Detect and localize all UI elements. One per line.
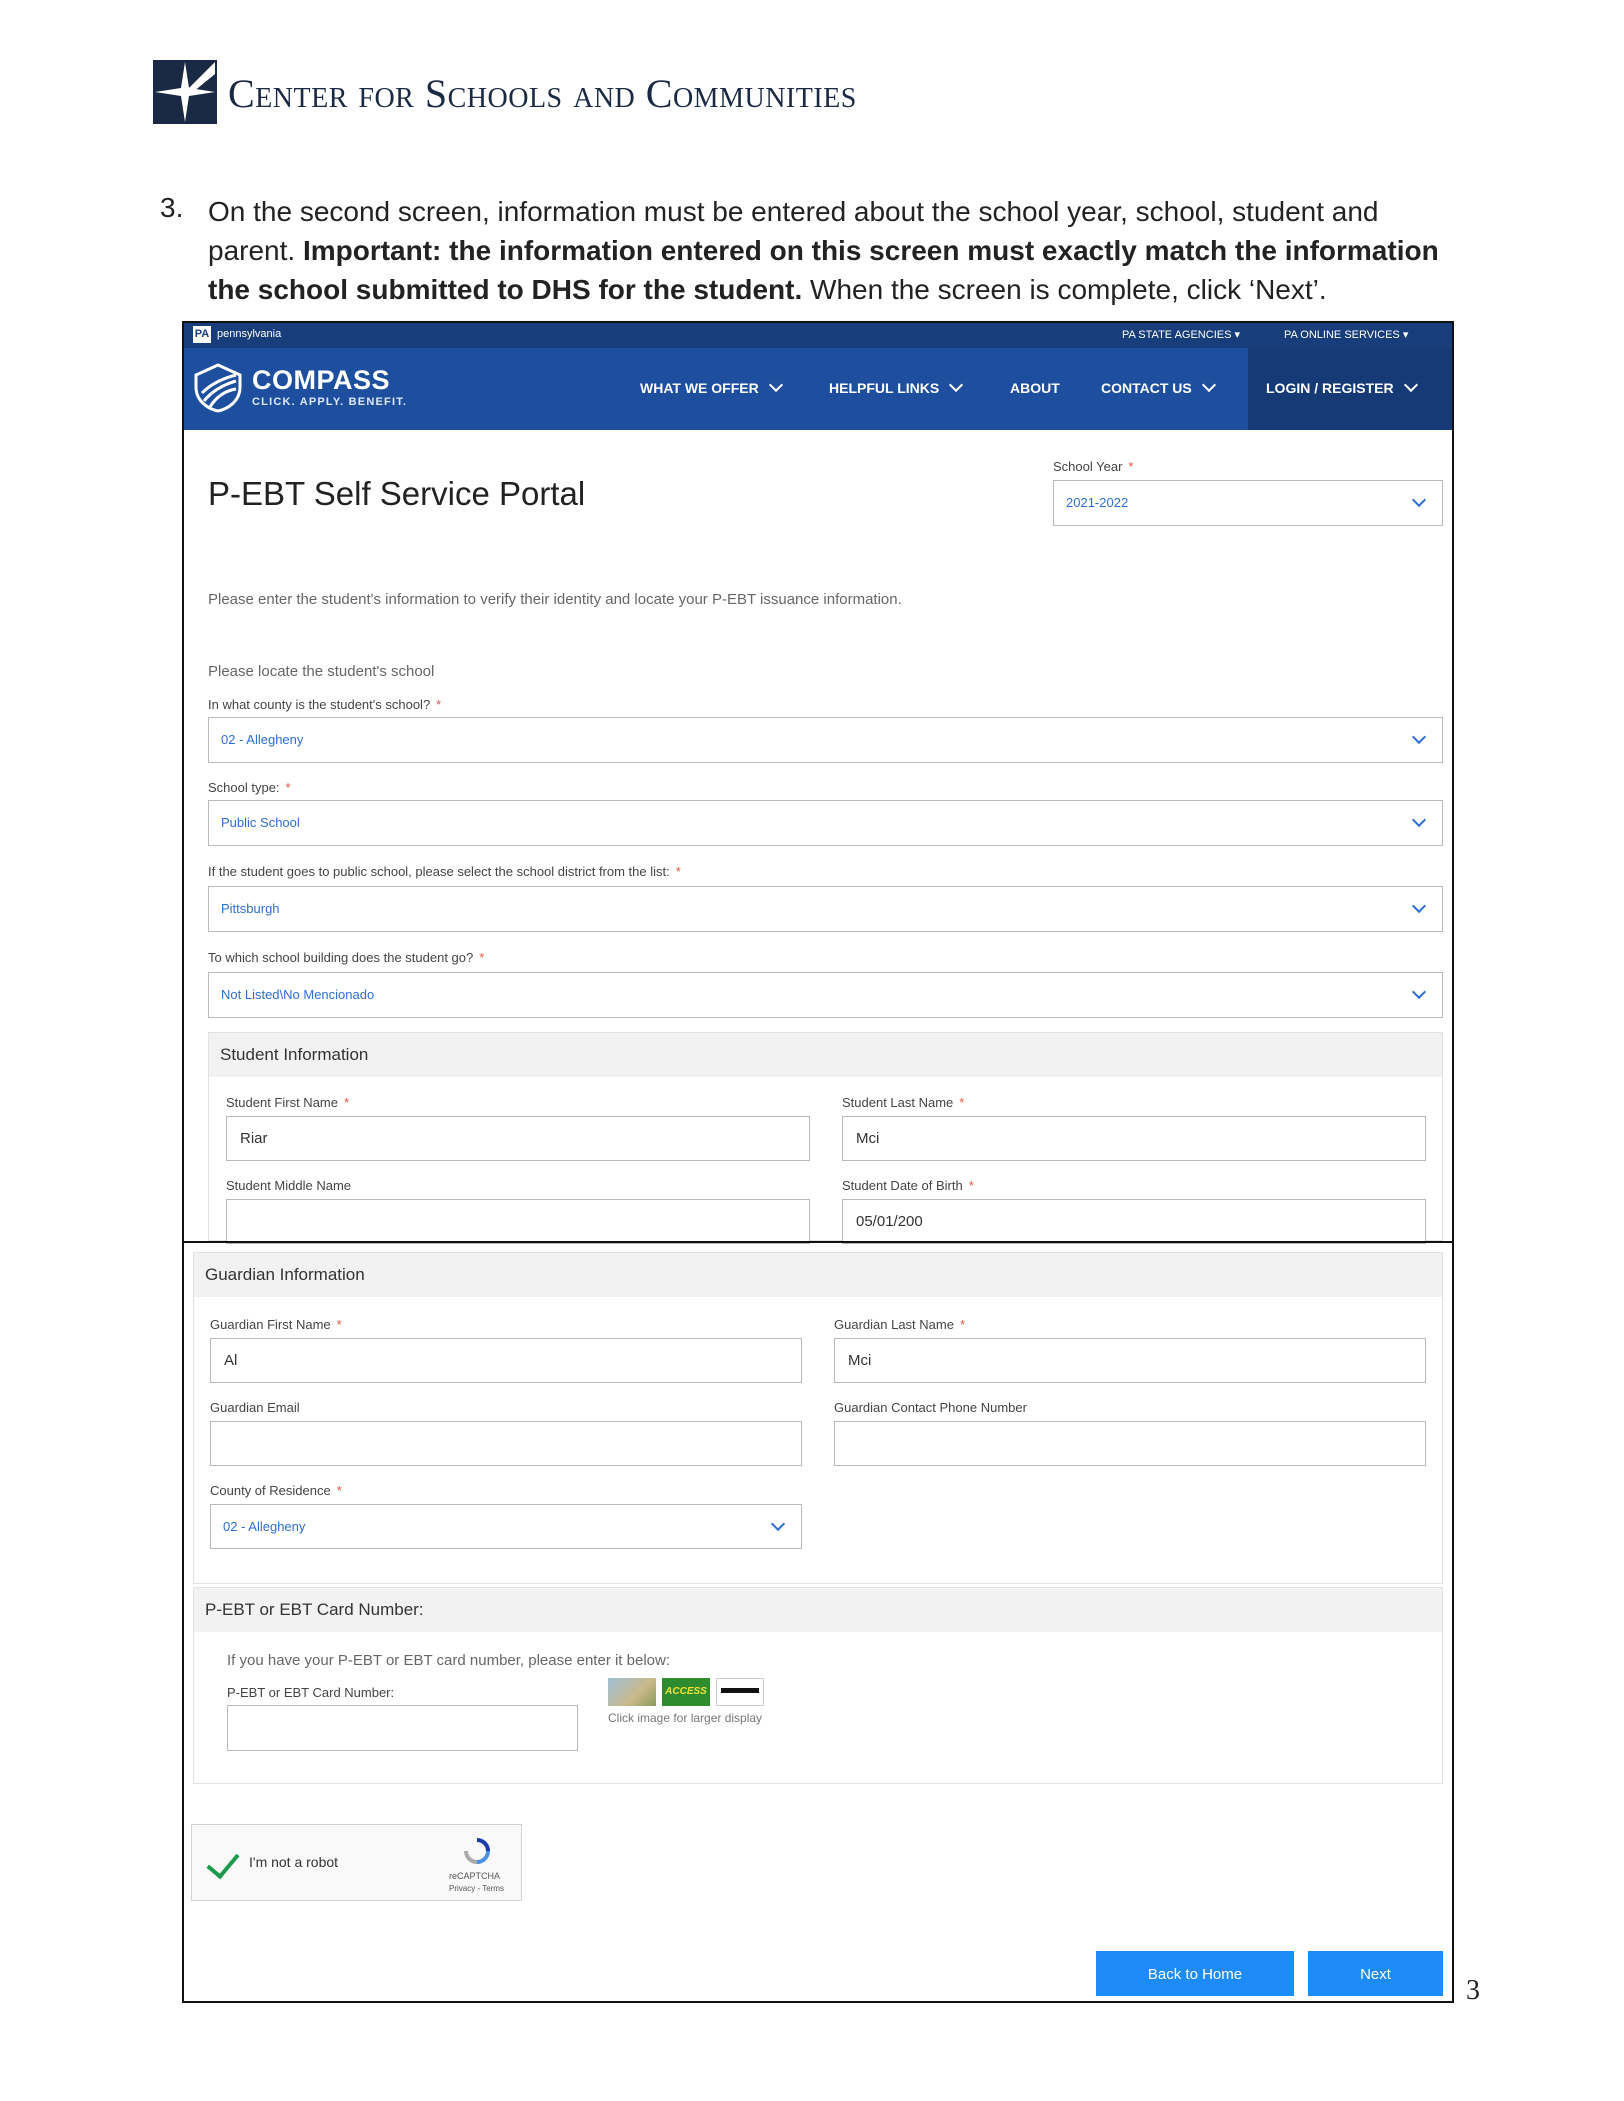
compass-logo-icon[interactable] xyxy=(192,361,244,413)
step-number: 3. xyxy=(160,192,184,223)
pa-top-bar xyxy=(184,323,1452,348)
step-text-part2: When the screen is complete, click ‘Next’. xyxy=(802,274,1327,305)
chevron-down-icon xyxy=(1412,730,1426,744)
guardian-email-input[interactable] xyxy=(210,1421,802,1466)
school-district-select[interactable] xyxy=(208,886,1443,932)
nav-contact-us[interactable] xyxy=(1101,380,1214,396)
screenshot-divider xyxy=(184,1241,1452,1243)
chevron-down-icon xyxy=(1412,493,1426,507)
select-value: 02 - Allegheny xyxy=(221,732,304,747)
back-to-home-button[interactable]: Back to Home xyxy=(1096,1951,1294,1996)
input-value: Mci xyxy=(856,1130,880,1147)
required-marker: * xyxy=(336,1483,342,1498)
input-value: Al xyxy=(224,1352,238,1369)
nav-label: HELPFUL LINKS xyxy=(829,380,940,396)
portal-screenshot xyxy=(182,321,1454,2003)
input-value: Riar xyxy=(240,1130,268,1147)
card-image-caption: Click image for larger display xyxy=(608,1711,763,1725)
pa-state-agencies-label: PA STATE AGENCIES xyxy=(1122,329,1232,341)
county-of-residence-select[interactable] xyxy=(210,1504,802,1549)
school-year-select[interactable] xyxy=(1053,480,1443,526)
guardian-phone-input[interactable] xyxy=(834,1421,1426,1466)
card-number-input[interactable] xyxy=(227,1705,578,1751)
recaptcha-logo-icon xyxy=(460,1837,494,1865)
student-middle-name-label: Student Middle Name xyxy=(226,1178,352,1193)
guardian-first-name-input[interactable] xyxy=(210,1338,802,1383)
student-middle-name-input[interactable] xyxy=(226,1199,810,1244)
school-district-label xyxy=(208,864,681,879)
student-dob-label xyxy=(842,1178,974,1193)
chevron-down-icon xyxy=(1404,378,1418,392)
org-logo xyxy=(153,60,217,124)
section-heading: Guardian Information xyxy=(194,1253,1442,1297)
required-marker: * xyxy=(675,864,681,879)
guardian-email-label: Guardian Email xyxy=(210,1400,300,1415)
card-images[interactable] xyxy=(608,1678,770,1708)
card-instructions: If you have your P-EBT or EBT card number, please enter it below: xyxy=(227,1652,671,1669)
recaptcha-brand: reCAPTCHA xyxy=(449,1871,501,1881)
card-back-image[interactable] xyxy=(716,1678,764,1706)
locate-school-heading: Please locate the student's school xyxy=(208,663,435,680)
school-type-select[interactable] xyxy=(208,800,1443,846)
label-text: Guardian First Name xyxy=(210,1317,331,1332)
recaptcha-links[interactable]: Privacy - Terms xyxy=(449,1884,504,1893)
required-marker: * xyxy=(479,950,485,965)
chevron-down-icon xyxy=(1202,378,1216,392)
school-building-select[interactable] xyxy=(208,972,1443,1018)
chevron-down-icon: ▾ xyxy=(1402,329,1409,341)
intro-text: Please enter the student's information to verify their identity and locate your P-EBT issuance information. xyxy=(208,591,902,608)
select-value: 02 - Allegheny xyxy=(223,1519,306,1534)
pa-label: pennsylvania xyxy=(217,328,282,340)
student-first-name-label xyxy=(226,1095,349,1110)
pa-badge-icon: PA xyxy=(193,326,211,343)
school-building-label xyxy=(208,950,484,965)
required-marker: * xyxy=(1128,459,1134,474)
nav-what-we-offer[interactable] xyxy=(640,380,781,396)
step-text-part1: On the second screen, information must be entered about the school year, school, student and parent. xyxy=(208,196,1379,266)
card-number-label: P-EBT or EBT Card Number: xyxy=(227,1685,395,1700)
select-value: Public School xyxy=(221,815,300,830)
school-type-label xyxy=(208,780,291,795)
access-card-image[interactable]: ACCESS xyxy=(662,1678,710,1706)
student-dob-input[interactable] xyxy=(842,1199,1426,1244)
county-of-residence-label xyxy=(210,1483,342,1498)
required-marker: * xyxy=(959,1317,966,1332)
chevron-down-icon xyxy=(769,378,783,392)
pa-online-services-link[interactable] xyxy=(1284,328,1408,341)
required-marker: * xyxy=(285,780,291,795)
school-county-label xyxy=(208,697,441,712)
next-button[interactable]: Next xyxy=(1308,1951,1443,1996)
label-text: In what county is the student's school? xyxy=(208,697,431,712)
label-text: Student Last Name xyxy=(842,1095,954,1110)
chevron-down-icon xyxy=(949,378,963,392)
nav-label: ABOUT xyxy=(1010,380,1060,396)
page-number: 3 xyxy=(1466,1975,1480,2006)
pa-online-services-label: PA ONLINE SERVICES xyxy=(1284,329,1400,341)
compass-brand[interactable]: COMPASS xyxy=(252,365,391,395)
required-marker: * xyxy=(959,1095,965,1110)
chevron-down-icon xyxy=(1412,813,1426,827)
label-text: Guardian Last Name xyxy=(834,1317,954,1332)
nav-label: CONTACT US xyxy=(1101,380,1192,396)
recaptcha-widget[interactable] xyxy=(191,1824,522,1901)
student-last-name-label xyxy=(842,1095,964,1110)
input-value: 05/01/200 xyxy=(856,1213,923,1230)
school-county-select[interactable] xyxy=(208,717,1443,763)
select-value: Not Listed\No Mencionado xyxy=(221,987,375,1002)
label-text: County of Residence xyxy=(210,1483,331,1498)
nav-about[interactable] xyxy=(1010,380,1060,396)
step-text-important: Important: the information entered on this screen must exactly match the information the school submitted to DHS for the student. xyxy=(208,235,1439,305)
select-value: 2021-2022 xyxy=(1066,495,1129,510)
required-marker: * xyxy=(436,697,442,712)
pebt-card-image[interactable] xyxy=(608,1678,656,1706)
guardian-phone-label: Guardian Contact Phone Number xyxy=(834,1400,1027,1415)
pa-state-agencies-link[interactable] xyxy=(1122,328,1240,341)
step-instructions xyxy=(208,192,1473,309)
nav-helpful-links[interactable] xyxy=(829,380,961,396)
guardian-last-name-label xyxy=(834,1317,965,1332)
org-name: Center for Schools and Communities xyxy=(228,71,857,116)
required-marker: * xyxy=(336,1317,342,1332)
chevron-down-icon xyxy=(1412,985,1426,999)
select-value: Pittsburgh xyxy=(221,901,280,916)
label-text: Student Date of Birth xyxy=(842,1178,963,1193)
page-title: P-EBT Self Service Portal xyxy=(208,475,586,512)
label-text: Student First Name xyxy=(226,1095,338,1110)
required-marker: * xyxy=(968,1178,974,1193)
label-text: To which school building does the student go? xyxy=(208,950,474,965)
nav-login-register[interactable] xyxy=(1266,380,1416,396)
input-value: Mci xyxy=(848,1352,872,1369)
guardian-last-name-input[interactable] xyxy=(834,1338,1426,1383)
student-last-name-input[interactable] xyxy=(842,1116,1426,1161)
chevron-down-icon xyxy=(1412,899,1426,913)
compass-tagline: CLICK. APPLY. BENEFIT. xyxy=(252,396,408,408)
nav-label: WHAT WE OFFER xyxy=(640,380,759,396)
label-text: School type: xyxy=(208,780,280,795)
label-text: School Year xyxy=(1053,459,1123,474)
chevron-down-icon: ▾ xyxy=(1234,329,1241,341)
section-heading: Student Information xyxy=(209,1033,1442,1077)
student-first-name-input[interactable] xyxy=(226,1116,810,1161)
recaptcha-label: I'm not a robot xyxy=(249,1854,339,1870)
school-year-label xyxy=(1053,459,1133,474)
nav-label: LOGIN / REGISTER xyxy=(1266,380,1394,396)
section-heading: P-EBT or EBT Card Number: xyxy=(194,1588,1442,1632)
chevron-down-icon xyxy=(771,1517,785,1531)
label-text: If the student goes to public school, please select the school district from the list: xyxy=(208,864,670,879)
checkmark-icon[interactable] xyxy=(206,1845,239,1880)
required-marker: * xyxy=(344,1095,350,1110)
guardian-first-name-label xyxy=(210,1317,342,1332)
